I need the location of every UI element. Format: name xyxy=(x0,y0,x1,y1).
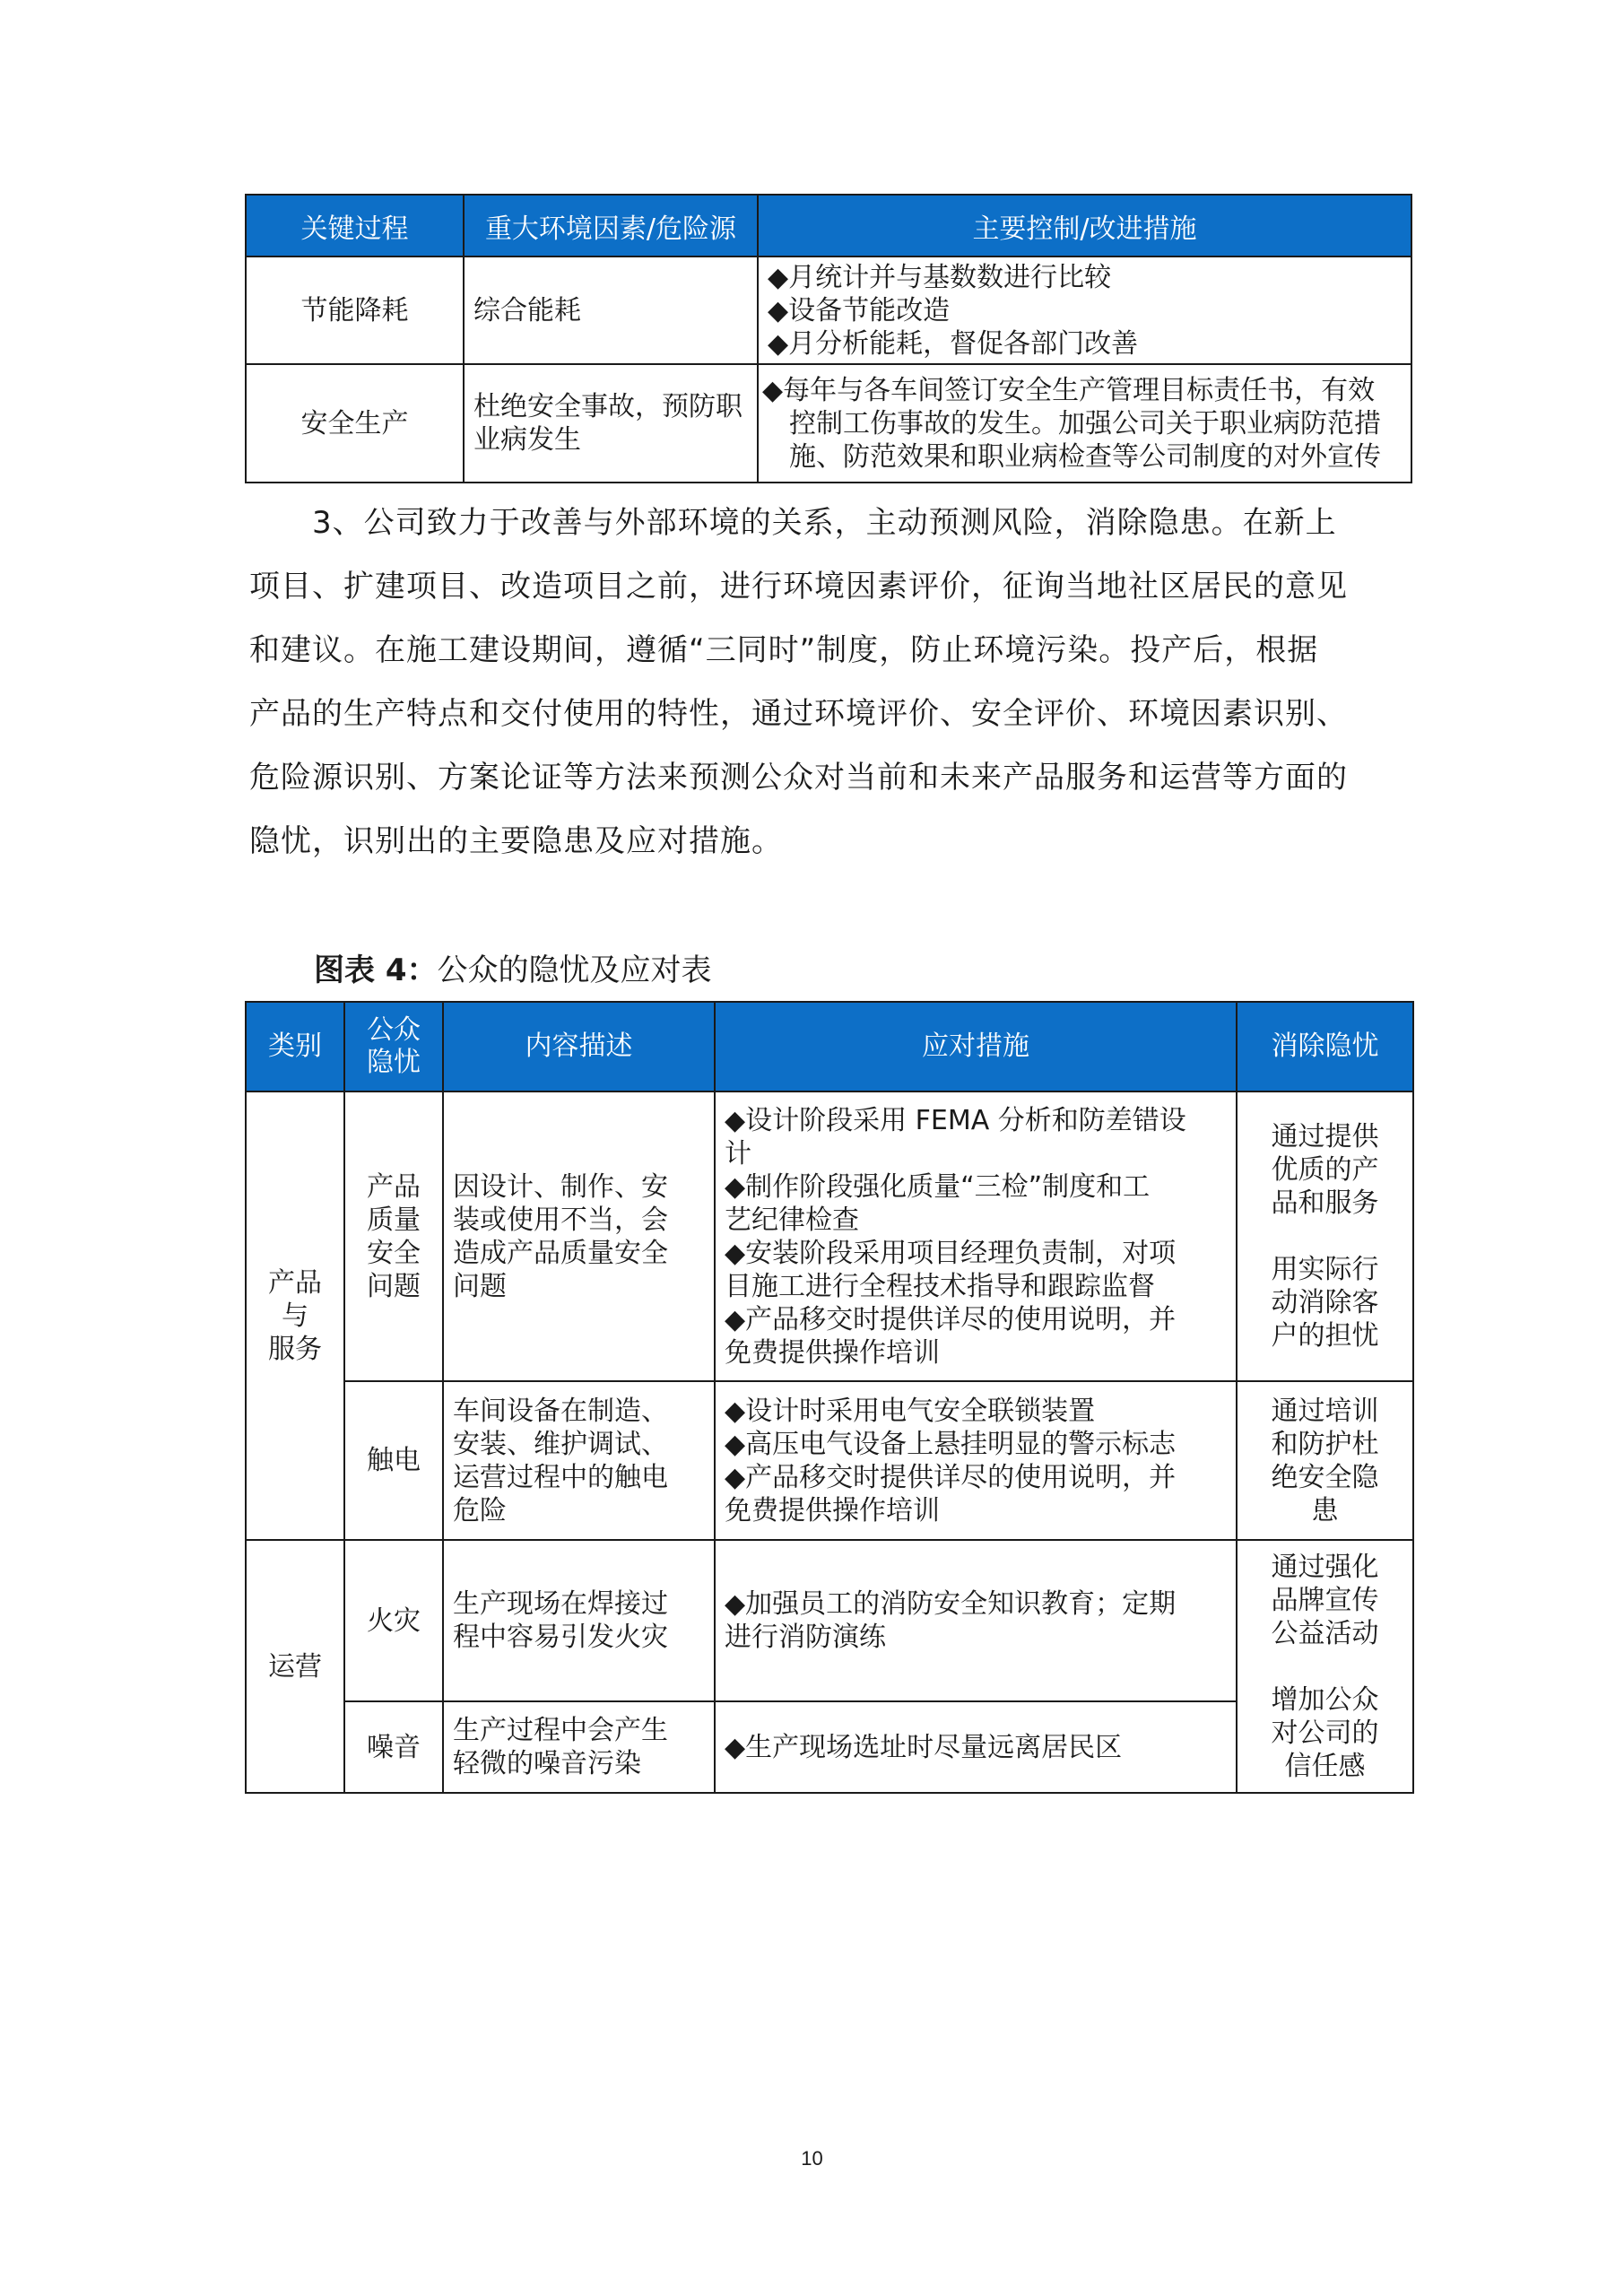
header-category: 类别 xyxy=(246,1002,344,1091)
header-line: 隐忧 xyxy=(367,1047,421,1078)
key-process-table xyxy=(245,194,1412,483)
description-line: 运营过程中的触电 xyxy=(453,1461,668,1493)
header-measures: 应对措施 xyxy=(715,1002,1237,1091)
measure-line: ◆生产现场选址时尽量远离居民区 xyxy=(725,1731,1123,1763)
measure-line: 艺纪律检查 xyxy=(725,1204,859,1236)
measure-line: ◆安装阶段采用项目经理负责制，对项 xyxy=(725,1237,1177,1269)
factor-line: 杜绝安全事故，预防职 xyxy=(473,391,743,422)
factor-cell xyxy=(464,257,758,364)
eliminate-line: 患 xyxy=(1311,1494,1339,1526)
concern-cell xyxy=(344,1381,443,1540)
measures-cell xyxy=(715,1381,1237,1540)
measure-line: ◆高压电气设备上悬挂明显的警示标志 xyxy=(725,1428,1177,1460)
measure-line: 计 xyxy=(725,1137,751,1170)
measure-line: ◆设计阶段采用 FEMA 分析和防差错设 xyxy=(725,1104,1186,1136)
eliminate-line: 增加公众 xyxy=(1271,1683,1379,1716)
eliminate-line: 绝安全隐 xyxy=(1271,1461,1379,1493)
measure-line: ◆月统计并与基数数进行比较 xyxy=(768,261,1112,293)
measures-cell xyxy=(715,1701,1237,1793)
table-header-row xyxy=(246,1002,1413,1091)
description-line: 程中容易引发火灾 xyxy=(453,1622,668,1653)
measures-cell xyxy=(715,1091,1237,1381)
measures-cell xyxy=(715,1540,1237,1701)
eliminate-line xyxy=(1238,1220,1412,1253)
header-public-concern xyxy=(344,1002,443,1091)
measure-line: ◆每年与各车间签订安全生产管理目标责任书，有效 xyxy=(762,374,1376,406)
description-line: 因设计、制作、安 xyxy=(453,1170,668,1203)
description-line: 问题 xyxy=(453,1270,507,1302)
category-line: 产品 xyxy=(268,1266,322,1299)
measure-line: 施、防范效果和职业病检查等公司制度的对外宣传 xyxy=(789,440,1381,473)
factor-line: 业病发生 xyxy=(473,424,581,456)
eliminate-cell xyxy=(1237,1381,1413,1540)
description-cell xyxy=(443,1701,715,1793)
eliminate-line: 用实际行 xyxy=(1271,1254,1379,1285)
concern-line: 质量 xyxy=(367,1204,421,1236)
concern-cell xyxy=(344,1701,443,1793)
paragraph-line: 和建议。在施工建设期间，遵循“三同时”制度，防止环境污染。投产后，根据 xyxy=(249,632,1319,668)
category-line: 与 xyxy=(282,1300,308,1332)
eliminate-line: 和防护杜 xyxy=(1271,1428,1379,1460)
body-paragraph xyxy=(249,491,1415,874)
header-eliminate: 消除隐忧 xyxy=(1237,1002,1413,1091)
eliminate-line: 公益活动 xyxy=(1271,1617,1379,1649)
measure-line: 免费提供操作培训 xyxy=(725,1494,940,1526)
header-key-process: 关键过程 xyxy=(246,195,464,257)
eliminate-line: 信任感 xyxy=(1284,1750,1366,1782)
measure-line: ◆产品移交时提供详尽的使用说明，并 xyxy=(725,1461,1177,1493)
measure-line: ◆月分析能耗，督促各部门改善 xyxy=(768,327,1139,360)
measure-line: 免费提供操作培训 xyxy=(725,1336,940,1369)
description-cell xyxy=(443,1381,715,1540)
page-number: 10 xyxy=(801,2147,823,2170)
header-major-factor: 重大环境因素/危险源 xyxy=(464,195,758,257)
concern-line: 产品 xyxy=(367,1170,421,1203)
eliminate-line: 户的担忧 xyxy=(1271,1320,1379,1352)
eliminate-line xyxy=(1238,1650,1412,1683)
caption-label: 图表 4： xyxy=(314,952,438,988)
paragraph-line: 3、公司致力于改善与外部环境的关系，主动预测风险，消除隐患。在新上 xyxy=(312,505,1337,541)
paragraph-line: 产品的生产特点和交付使用的特性，通过环境评价、安全评价、环境因素识别、 xyxy=(249,696,1348,732)
eliminate-cell xyxy=(1237,1091,1413,1381)
eliminate-line: 通过强化 xyxy=(1271,1551,1379,1583)
eliminate-line: 品牌宣传 xyxy=(1271,1584,1379,1616)
measure-line: ◆产品移交时提供详尽的使用说明，并 xyxy=(725,1303,1177,1335)
concern-line: 安全 xyxy=(367,1237,421,1269)
process-cell: 安全生产 xyxy=(246,364,464,483)
eliminate-line: 通过培训 xyxy=(1271,1395,1379,1427)
concern-line: 噪音 xyxy=(367,1731,421,1763)
header-description: 内容描述 xyxy=(443,1002,715,1091)
table-caption xyxy=(314,945,712,989)
factor-cell xyxy=(464,364,758,483)
header-control-measures: 主要控制/改进措施 xyxy=(758,195,1411,257)
measure-line: ◆设计时采用电气安全联锁装置 xyxy=(725,1395,1096,1427)
description-cell xyxy=(443,1091,715,1381)
table-row xyxy=(246,364,1411,483)
description-line: 生产过程中会产生 xyxy=(453,1715,668,1746)
description-line: 危险 xyxy=(453,1494,507,1526)
measures-cell xyxy=(758,364,1411,483)
measure-line: 目施工进行全程技术指导和跟踪监督 xyxy=(725,1270,1155,1302)
category-line: 运营 xyxy=(268,1650,322,1683)
table-row xyxy=(246,1381,1413,1540)
concern-line: 触电 xyxy=(367,1445,421,1476)
eliminate-line: 动消除客 xyxy=(1271,1287,1379,1318)
measure-line: ◆加强员工的消防安全知识教育；定期 xyxy=(725,1588,1177,1620)
table-row xyxy=(246,257,1411,364)
paragraph-line: 危险源识别、方案论证等方法来预测公众对当前和未来产品服务和运营等方面的 xyxy=(249,760,1348,796)
table-header-row xyxy=(246,195,1411,257)
description-line: 轻微的噪音污染 xyxy=(453,1748,641,1779)
eliminate-line: 通过提供 xyxy=(1271,1121,1379,1152)
concern-cell xyxy=(344,1091,443,1381)
caption-title: 公众的隐忧及应对表 xyxy=(437,952,712,988)
description-line: 造成产品质量安全 xyxy=(453,1237,668,1269)
measure-line: 控制工伤事故的发生。加强公司关于职业病防范措 xyxy=(789,407,1381,439)
description-cell xyxy=(443,1540,715,1701)
eliminate-line: 对公司的 xyxy=(1271,1717,1379,1749)
public-concern-table xyxy=(245,1001,1414,1794)
concern-line: 问题 xyxy=(367,1270,421,1302)
factor-line: 综合能耗 xyxy=(473,294,581,326)
category-cell xyxy=(246,1091,344,1540)
measures-cell xyxy=(758,257,1411,364)
category-cell xyxy=(246,1540,344,1793)
table-row xyxy=(246,1540,1413,1701)
description-line: 安装、维护调试、 xyxy=(453,1428,668,1460)
table-row xyxy=(246,1091,1413,1381)
paragraph-line: 隐忧，识别出的主要隐患及应对措施。 xyxy=(249,823,783,859)
concern-cell xyxy=(344,1540,443,1701)
eliminate-cell xyxy=(1237,1540,1413,1793)
description-line: 生产现场在焊接过 xyxy=(453,1588,668,1620)
description-line: 装或使用不当，会 xyxy=(453,1204,668,1236)
eliminate-line: 品和服务 xyxy=(1271,1187,1379,1219)
header-line: 公众 xyxy=(367,1014,421,1046)
category-line: 服务 xyxy=(268,1333,322,1365)
paragraph-line: 项目、扩建项目、改造项目之前，进行环境因素评价，征询当地社区居民的意见 xyxy=(249,569,1348,604)
measure-line: ◆设备节能改造 xyxy=(768,294,951,326)
description-line: 车间设备在制造、 xyxy=(453,1395,668,1427)
concern-line: 火灾 xyxy=(367,1605,421,1637)
eliminate-line: 优质的产 xyxy=(1271,1154,1379,1186)
process-cell: 节能降耗 xyxy=(246,257,464,364)
measure-line: ◆制作阶段强化质量“三检”制度和工 xyxy=(725,1170,1151,1203)
measure-line: 进行消防演练 xyxy=(725,1622,886,1653)
